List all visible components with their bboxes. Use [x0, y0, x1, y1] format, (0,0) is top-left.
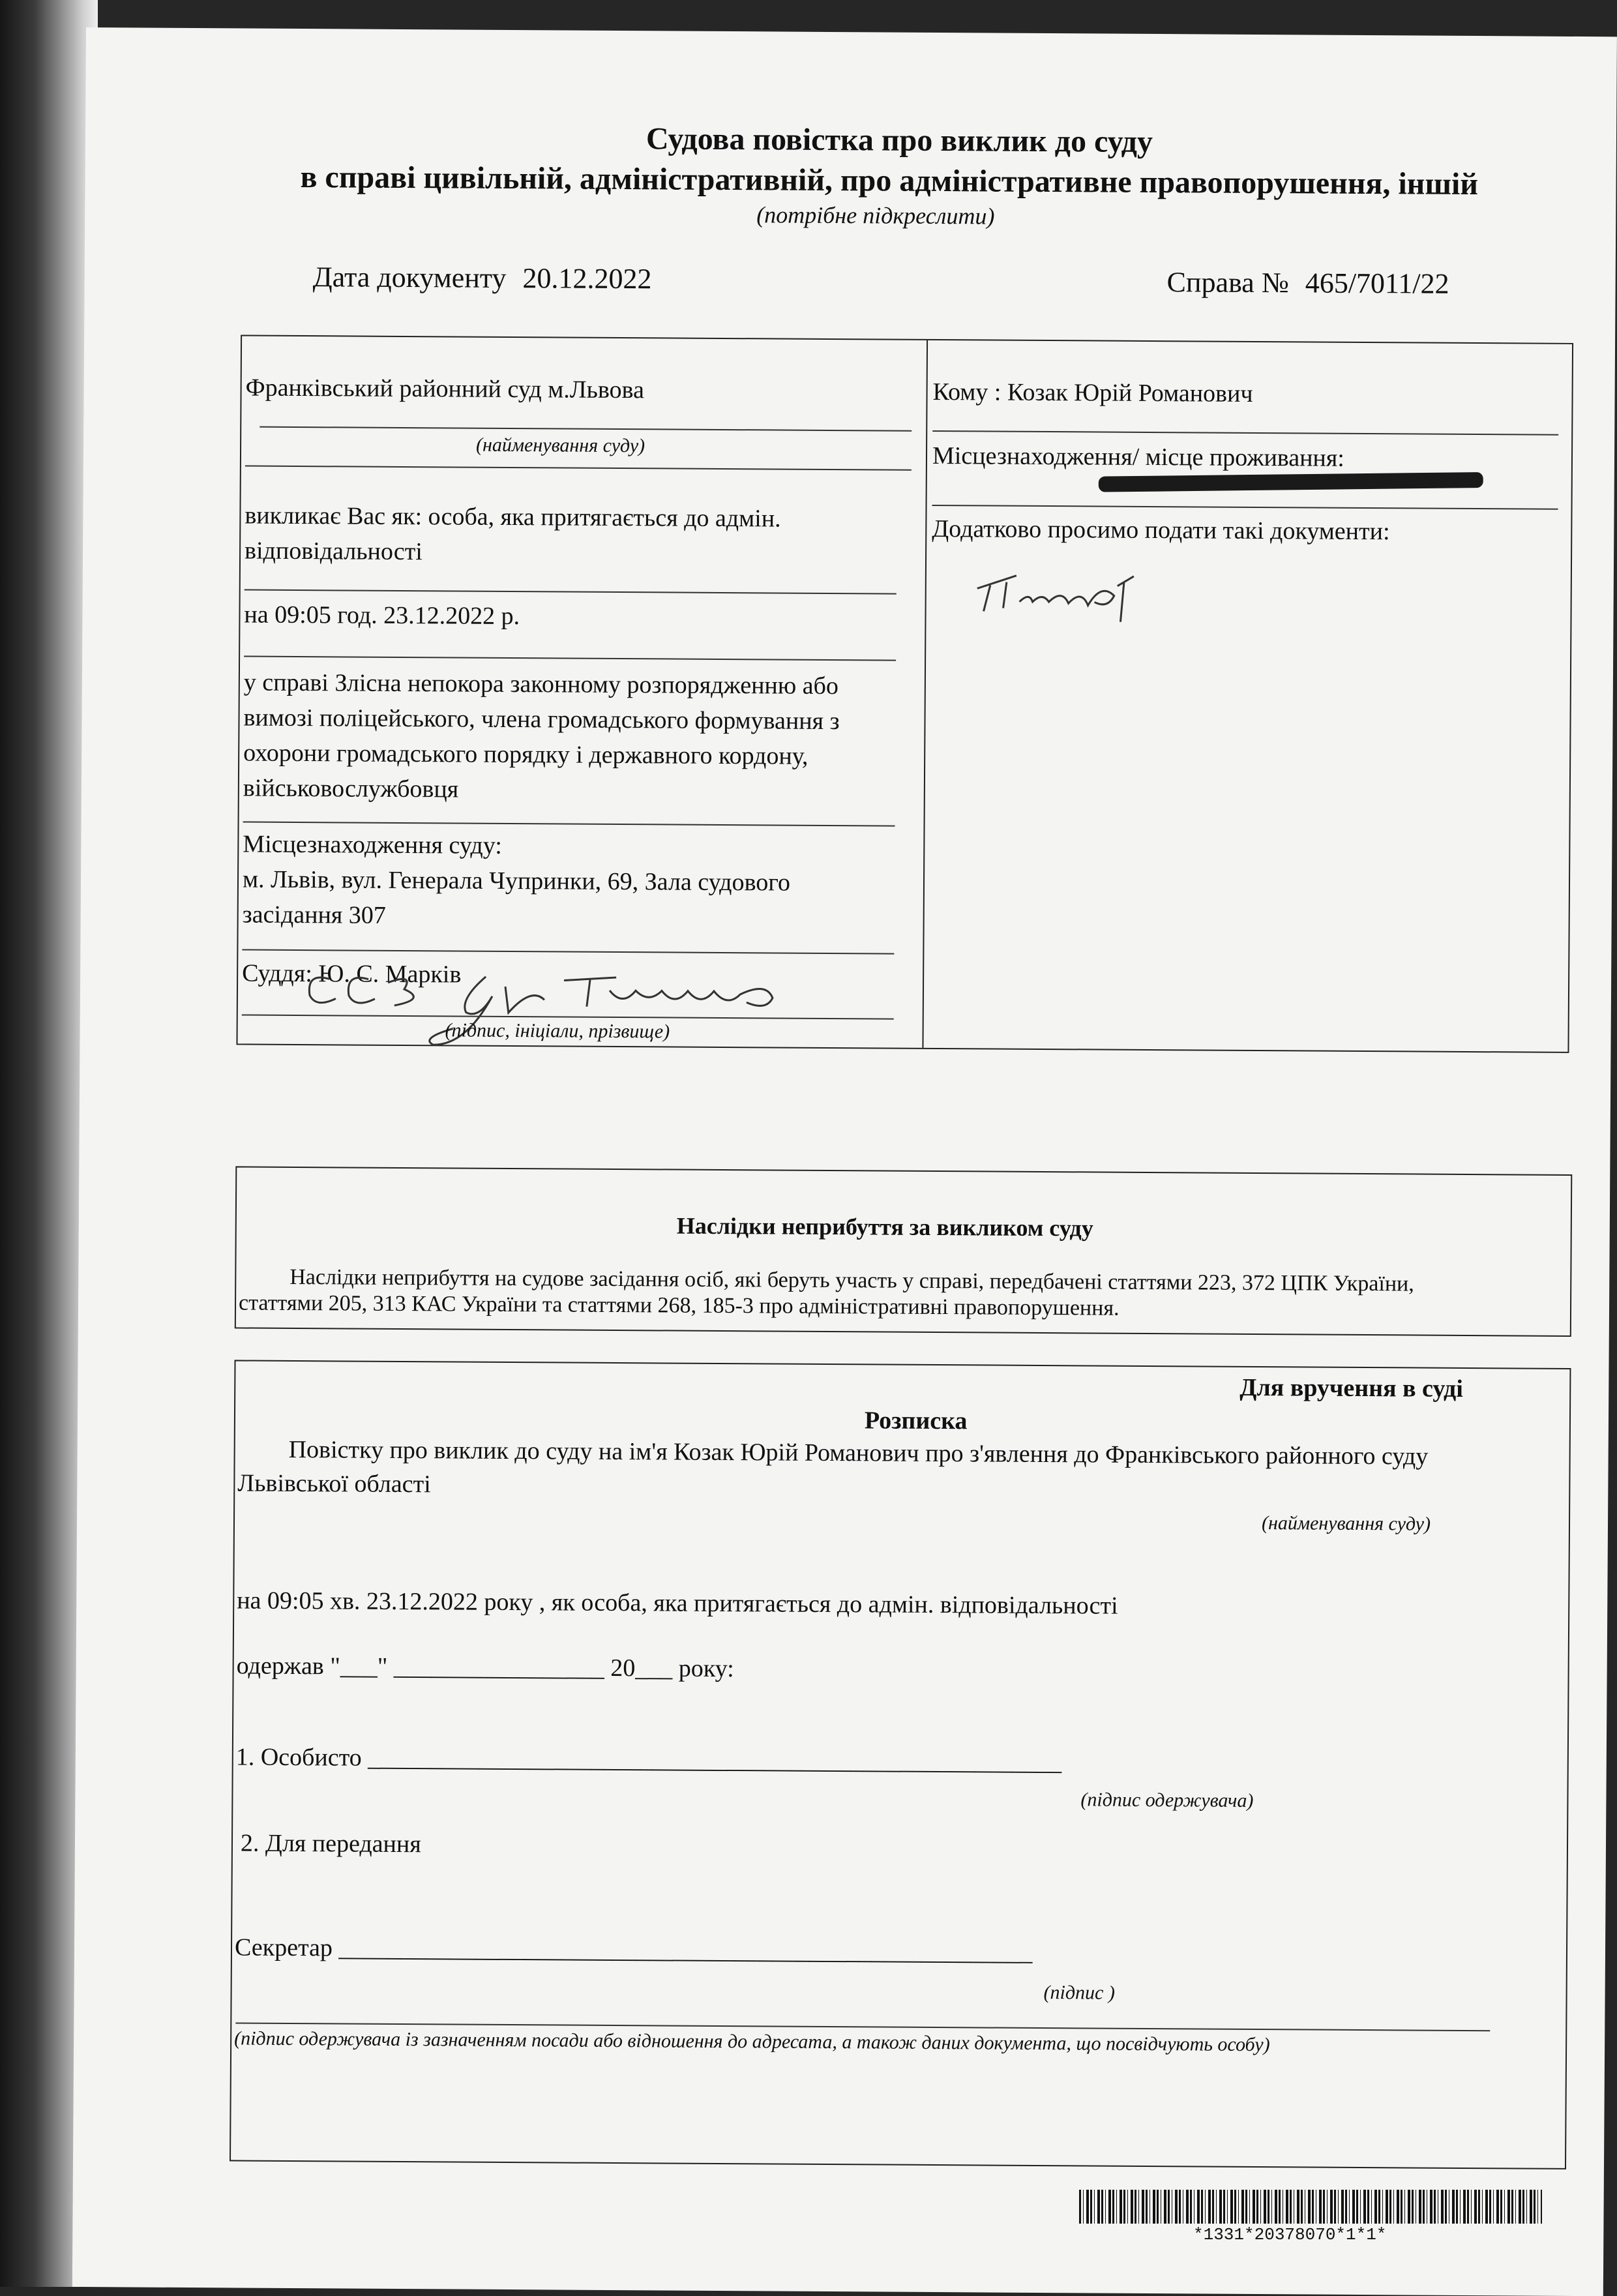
handwritten-passport-note: [957, 556, 1153, 629]
consequences-title: Наслідки неприбуття за викликом суду: [676, 1212, 1093, 1242]
receipt-line-1: Повістку про виклик до суду на ім'я Козак Юрій Романович про з'явлення до Франківського районного суду: [288, 1435, 1429, 1470]
summons-box: [236, 335, 1573, 1052]
location-line-2: засідання 307: [242, 901, 386, 929]
residence-label: Місцезнаходження/ місце проживання:: [932, 441, 1345, 472]
location-label: Місцезнаходження суду:: [243, 830, 502, 859]
divider-line: [242, 949, 894, 954]
recipient-underline: [932, 430, 1558, 436]
document-page: [72, 27, 1617, 2296]
document-date-label: Дата документу: [312, 261, 507, 294]
case-number-label: Справа №: [1166, 266, 1289, 299]
court-caption: (найменування суду): [475, 434, 645, 457]
case-number-value: 465/7011/22: [1305, 267, 1449, 300]
consequences-line-1: Наслідки неприбуття на судове засідання осіб, які беруть участь у справі, передбачені статтями 223, 372 ЦПК України,: [289, 1264, 1414, 1296]
residence-underline: [932, 505, 1558, 510]
divider-line: [245, 466, 912, 471]
personally-line: 1. Особисто ________________________________________________________: [235, 1743, 1062, 1776]
case-line-2: вимозі поліцейського, члена громадського формування з: [243, 704, 840, 736]
divider-line: [245, 589, 897, 594]
redacted-address: [1099, 472, 1483, 492]
document-date: [313, 260, 652, 295]
consequences-line-2: статтями 205, 313 КАС України та статтями 268, 185-3 про адміністративні правопорушення.: [238, 1290, 1120, 1320]
signature-caption: (підпис, ініціали, прізвище): [445, 1019, 670, 1043]
case-line-3: охорони громадського порядку і державного кордону,: [243, 739, 808, 770]
case-line-1: у справі Злісна непокора законному розпорядженню або: [243, 668, 839, 700]
personally-caption: (підпис одержувача): [1080, 1789, 1254, 1811]
for-transfer: 2. Для передання: [240, 1829, 421, 1858]
court-name: Франківський районний суд м.Львова: [245, 374, 645, 404]
case-line-4: військовослужбовця: [243, 774, 459, 803]
case-number: [1166, 265, 1449, 301]
document-date-value: 20.12.2022: [522, 262, 652, 295]
divider-line: [243, 821, 895, 826]
barcode-text: *1331*20378070*1*1*: [1193, 2225, 1387, 2244]
judge-name: Суддя: Ю. С. Марків: [242, 959, 462, 989]
secretary-line: Секретар ________________________________________________________: [234, 1933, 1033, 1966]
column-divider: [922, 340, 928, 1048]
receipt-box: [230, 1360, 1571, 2169]
recipient: Кому : Козак Юрій Романович: [932, 378, 1253, 408]
documents-label: Додатково просимо подати такі документи:: [932, 514, 1390, 546]
title-line-2: в справі цивільній, адміністративній, про адміністративне правопорушення, іншій: [300, 160, 1479, 202]
barcode: [1079, 2190, 1542, 2224]
location-line-1: м. Львів, вул. Генерала Чупринки, 69, Зала судового: [242, 865, 791, 897]
receipt-time-line: на 09:05 хв. 23.12.2022 року , як особа, яка притягається до адмін. відповідальності: [237, 1587, 1118, 1620]
summoned-as-cont: відповідальності: [244, 537, 423, 566]
consequences-box: [235, 1166, 1572, 1337]
received-line: одержав "___" _________________ 20___ року:: [236, 1652, 734, 1683]
receipt-footer-caption: (підпис одержувача із зазначенням посади або відношення до адресата, а також даних документа, що посвідчують особу): [234, 2027, 1270, 2056]
receipt-corner-label: Для вручення в суді: [1239, 1373, 1464, 1403]
receipt-title: Розписка: [864, 1407, 968, 1435]
divider-line: [244, 655, 896, 661]
receipt-court-caption: (найменування суду): [1261, 1512, 1431, 1535]
receipt-line-2: Львівської області: [237, 1469, 431, 1498]
title-line-1: Судова повістка про виклик до суду: [645, 121, 1153, 159]
court-name-underline: [260, 426, 912, 432]
hearing-time: на 09:05 год. 23.12.2022 р.: [244, 601, 520, 631]
summoned-as: викликає Вас як: особа, яка притягається до адмін.: [245, 501, 781, 533]
secretary-caption: (підпис ): [1043, 1982, 1116, 2004]
title-note: (потрібне підкреслити): [756, 201, 995, 230]
